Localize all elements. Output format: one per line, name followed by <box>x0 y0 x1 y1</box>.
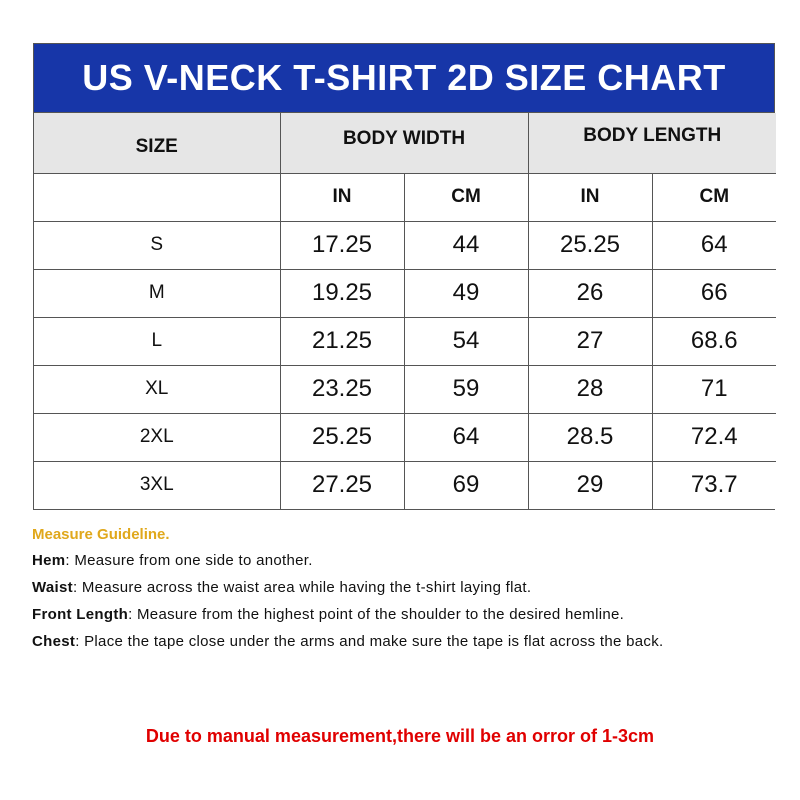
guideline-item <box>32 574 782 601</box>
table-row <box>34 221 776 269</box>
value-cell: 17.25 <box>280 221 404 269</box>
value-cell: 69 <box>404 461 528 509</box>
guideline-title: Measure Guideline. <box>32 526 170 543</box>
body-length-header: BODY LENGTH <box>528 113 776 173</box>
size-chart <box>33 43 775 510</box>
value-cell: 68.6 <box>652 317 776 365</box>
table-row <box>34 317 776 365</box>
size-cell: S <box>34 221 280 269</box>
guideline-text: : Measure from the highest point of the shoulder to the desired hemline. <box>128 606 625 623</box>
guideline-text: : Place the tape close under the arms and make sure the tape is flat across the back. <box>75 633 664 650</box>
value-cell: 25.25 <box>528 221 652 269</box>
size-table <box>34 113 776 509</box>
value-cell: 54 <box>404 317 528 365</box>
measure-guideline <box>32 523 782 655</box>
table-row <box>34 365 776 413</box>
disclaimer-note: Due to manual measurement,there will be an orror of 1-3cm <box>145 726 655 746</box>
value-cell: 27 <box>528 317 652 365</box>
value-cell: 23.25 <box>280 365 404 413</box>
table-header-row <box>34 113 776 173</box>
guideline-item <box>32 628 782 655</box>
value-cell: 21.25 <box>280 317 404 365</box>
guideline-item <box>32 547 782 574</box>
value-cell: 26 <box>528 269 652 317</box>
unit-cell: CM <box>404 173 528 221</box>
value-cell: 28.5 <box>528 413 652 461</box>
guideline-term: Waist <box>32 579 73 596</box>
unit-cell: IN <box>528 173 652 221</box>
guideline-text: : Measure across the waist area while having the t-shirt laying flat. <box>72 579 532 596</box>
value-cell: 72.4 <box>652 413 776 461</box>
unit-row <box>34 173 776 221</box>
value-cell: 19.25 <box>280 269 404 317</box>
value-cell: 66 <box>652 269 776 317</box>
table-row <box>34 461 776 509</box>
size-cell: 2XL <box>34 413 280 461</box>
value-cell: 49 <box>404 269 528 317</box>
value-cell: 73.7 <box>652 461 776 509</box>
size-cell: XL <box>34 365 280 413</box>
size-cell: L <box>34 317 280 365</box>
value-cell: 27.25 <box>280 461 404 509</box>
value-cell: 25.25 <box>280 413 404 461</box>
guideline-term: Hem <box>32 552 66 569</box>
value-cell: 44 <box>404 221 528 269</box>
unit-cell: IN <box>280 173 404 221</box>
blank-cell <box>34 173 280 221</box>
unit-cell: CM <box>652 173 776 221</box>
table-row <box>34 413 776 461</box>
guideline-item <box>32 601 782 628</box>
value-cell: 29 <box>528 461 652 509</box>
size-header: SIZE <box>34 113 280 173</box>
chart-title: US V-NECK T-SHIRT 2D SIZE CHART <box>34 44 774 113</box>
body-width-header: BODY WIDTH <box>280 113 528 173</box>
value-cell: 71 <box>652 365 776 413</box>
size-cell: M <box>34 269 280 317</box>
guideline-text: : Measure from one side to another. <box>65 552 313 569</box>
guideline-term: Front Length <box>32 606 129 623</box>
value-cell: 64 <box>652 221 776 269</box>
guideline-term: Chest <box>32 633 76 650</box>
value-cell: 59 <box>404 365 528 413</box>
table-row <box>34 269 776 317</box>
size-cell: 3XL <box>34 461 280 509</box>
value-cell: 64 <box>404 413 528 461</box>
value-cell: 28 <box>528 365 652 413</box>
